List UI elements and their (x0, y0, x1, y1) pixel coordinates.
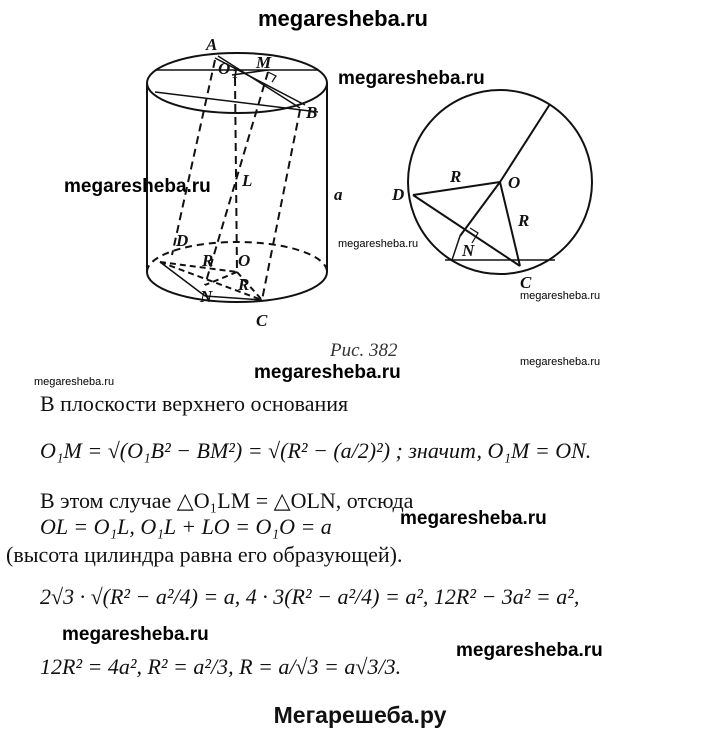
text-line-3: В этом случае △O₁LM = △OLN, отсюда (40, 488, 414, 513)
top-chord-2 (155, 92, 318, 112)
circle-label-C: C (520, 273, 532, 292)
circle-label-R-1: R (450, 167, 462, 186)
label-B: B (306, 103, 318, 122)
watermark-text-right: megaresheba.ru (400, 508, 547, 529)
label-R-right: R (238, 275, 250, 294)
label-O: O (238, 251, 251, 270)
circle-label-O: O (508, 173, 521, 192)
watermark-text-left-small: megaresheba.ru (34, 376, 115, 388)
text-line-4: OL = O₁L, O₁L + LO = O₁O = a (40, 514, 332, 539)
circle-label-N: N (462, 241, 475, 260)
line-O-N (460, 182, 500, 236)
right-angle-marker-M (268, 72, 276, 82)
label-O1-sub: 1 (232, 66, 239, 81)
label-N: N (200, 287, 213, 306)
watermark-text-right-2: megaresheba.ru (456, 640, 603, 661)
watermark-figure-right: megaresheba.ru (338, 68, 485, 89)
bottom-arrow-chord-2 (205, 296, 262, 300)
text-line-1: В плоскости верхнего основания (40, 391, 349, 416)
watermark-caption-right: megaresheba.ru (520, 356, 601, 368)
label-O1: O (218, 59, 231, 78)
watermark-figure-small-right: megaresheba.ru (520, 290, 601, 302)
cylinder (147, 53, 327, 302)
watermark-text-center: megaresheba.ru (254, 362, 401, 383)
figure-caption: Рис. 382 (330, 340, 398, 361)
label-M: M (256, 53, 272, 72)
label-R-left: R (202, 251, 214, 270)
top-ellipse (147, 53, 327, 113)
label-L: L (242, 171, 253, 190)
text-line-6: 2√3 · √(R² − a²/4) = a, 4 · 3(R² − a²/4) = a², 12R² − 3a² = a², (40, 584, 580, 609)
label-C: C (256, 311, 268, 330)
figure-382 (0, 0, 720, 345)
dashed-A-D (172, 60, 215, 255)
watermark-figure-small-center: megaresheba.ru (338, 238, 419, 250)
label-a: a (334, 185, 343, 204)
radius-O-top (500, 104, 550, 182)
circle-label-R-2: R (518, 211, 530, 230)
watermark-figure-left: megaresheba.ru (64, 176, 211, 197)
bottom-O-N (205, 272, 237, 285)
watermark-text-left: megaresheba.ru (62, 624, 209, 645)
radius-O-C (500, 182, 520, 266)
text-line-2: O₁M = √(O₁B² − BM²) = √(R² − (a/2)²) ; значит, O₁M = ON. (40, 438, 592, 463)
label-D: D (176, 231, 189, 250)
circle-label-D: D (392, 185, 405, 204)
base-circle (408, 90, 592, 274)
text-line-7: 12R² = 4a², R² = a²/3, R = a/√3 = a√3/3. (40, 654, 402, 679)
line-N-down (452, 236, 460, 260)
text-line-5: (высота цилиндра равна его образующей). (6, 542, 403, 567)
footer-site-name: Мегарешеба.ру (273, 702, 447, 728)
watermark-top: megaresheba.ru (258, 6, 428, 31)
dashed-B-C (262, 110, 300, 300)
label-A: A (206, 35, 218, 54)
